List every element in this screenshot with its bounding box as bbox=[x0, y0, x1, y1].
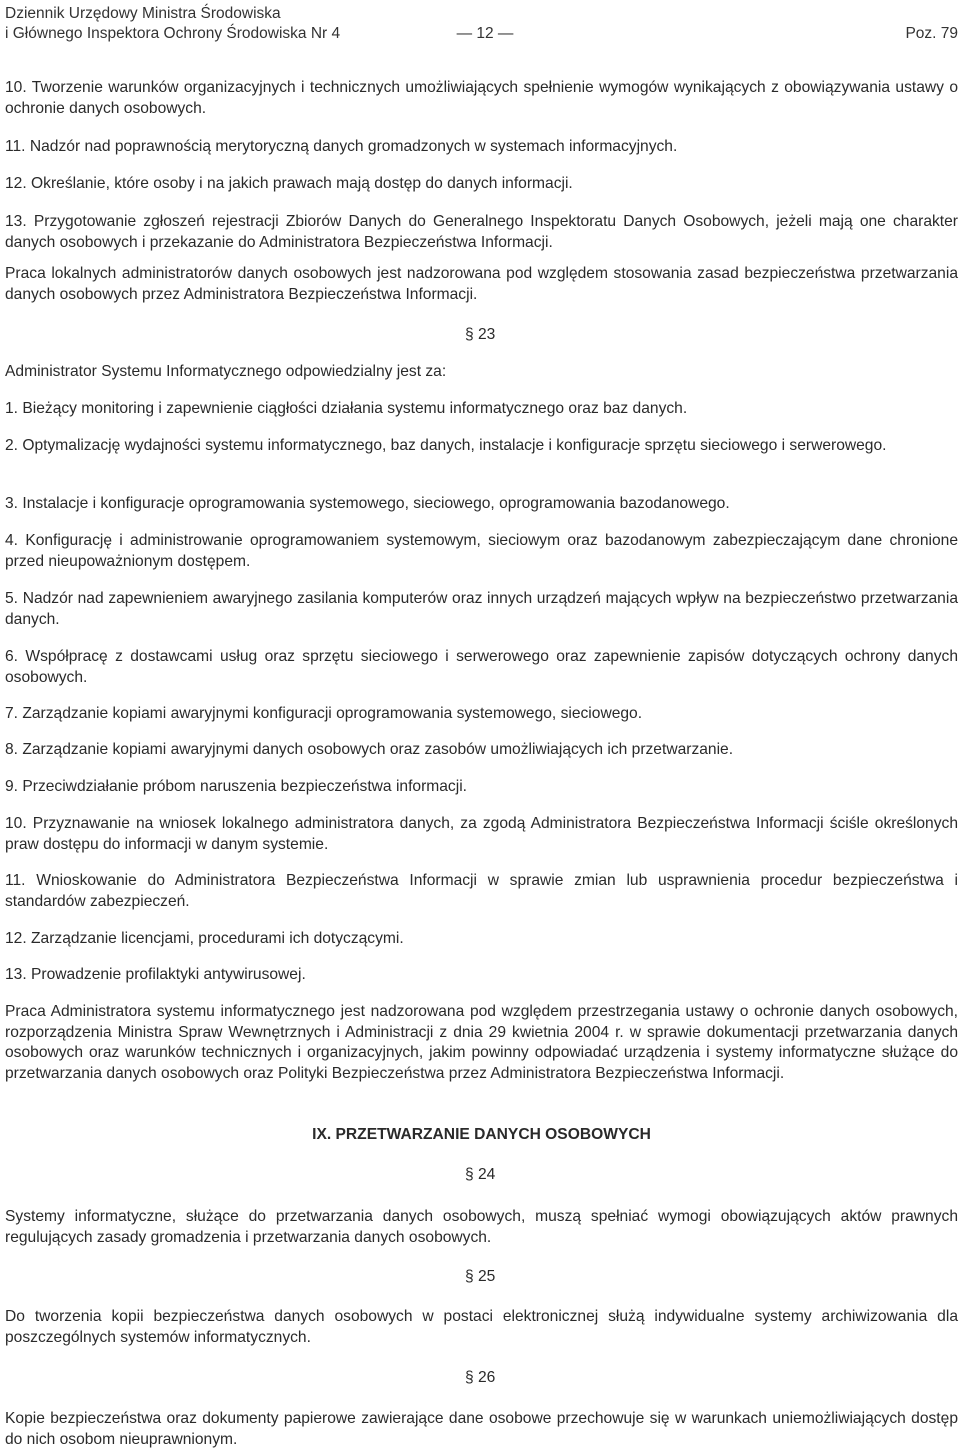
list-item bbox=[5, 871, 958, 912]
item-number: 13. bbox=[5, 966, 27, 983]
item-text: Wnioskowanie do Administratora Bezpieczeństwa Informacji w sprawie zmian lub usprawnienia procedur bezpieczeństwa i standardów zabezpieczeń. bbox=[5, 872, 959, 910]
list-item bbox=[5, 814, 958, 855]
list-item bbox=[5, 740, 958, 761]
item-number: 10. bbox=[5, 815, 27, 832]
paragraph-26: Kopie bezpieczeństwa oraz dokumenty papierowe zawierające dane osobowe przechowuje się w warunkach uniemożliwiających dostęp do nich osobom nieuprawnionym. bbox=[5, 1410, 958, 1448]
list-item bbox=[5, 174, 958, 195]
item-text: Określanie, które osoby i na jakich prawach mają dostęp do danych informacji. bbox=[31, 175, 573, 192]
list-item bbox=[5, 777, 958, 798]
section-26-heading: § 26 bbox=[465, 1369, 496, 1386]
item-text: Nadzór nad poprawnością merytoryczną danych gromadzonych w systemach informacyjnych. bbox=[29, 138, 678, 155]
item-number: 7. bbox=[5, 705, 19, 722]
item-number: 12. bbox=[5, 175, 27, 192]
document-page bbox=[5, 0, 959, 1448]
publication-title bbox=[5, 4, 340, 44]
section-24-heading: § 24 bbox=[465, 1166, 496, 1183]
item-text: Zarządzanie kopiami awaryjnymi konfiguracji oprogramowania systemowego, sieciowego. bbox=[22, 705, 643, 722]
page-number: — 12 — bbox=[456, 25, 514, 42]
item-text: Konfigurację i administrowanie oprogramowaniem systemowym, sieciowym oraz bazodanowym zabezpieczającym dane chronione przed nieupoważnionym dostępem. bbox=[5, 532, 958, 570]
item-number: 12. bbox=[5, 930, 27, 947]
item-text: Współpracę z dostawcami usług oraz sprzętu sieciowego i serwerowego oraz zapewnienie zapisów dotyczących ochrony danych osobowych. bbox=[5, 648, 958, 686]
list-item bbox=[5, 589, 958, 630]
item-text: Przygotowanie zgłoszeń rejestracji Zbiorów Danych do Generalnego Inspektoratu Danych Osobowych, jeżeli mają one charakter danych osobowych i przekazanie do Administratora Bezpieczeństwa Informacji. bbox=[5, 213, 958, 251]
list-item bbox=[5, 436, 958, 457]
item-number: 4. bbox=[5, 532, 19, 549]
section-23-intro: Administrator Systemu Informatycznego odpowiedzialny jest za: bbox=[5, 363, 447, 380]
list-item bbox=[5, 647, 958, 688]
item-number: 6. bbox=[5, 648, 19, 665]
list-item bbox=[5, 137, 958, 158]
paragraph-local-admins: Praca lokalnych administratorów danych osobowych jest nadzorowana pod względem stosowania zasad bezpieczeństwa przetwarzania danych osobowych przez Administratora Bezpieczeństwa Informacji. bbox=[5, 265, 958, 303]
section-25-heading: § 25 bbox=[465, 1268, 496, 1285]
item-number: 3. bbox=[5, 495, 19, 512]
list-item bbox=[5, 531, 958, 572]
item-text: Optymalizację wydajności systemu informatycznego, baz danych, instalacje i konfiguracje sprzętu sieciowego i serwerowego. bbox=[22, 437, 887, 454]
position-number: Poz. 79 bbox=[905, 25, 958, 42]
item-number: 9. bbox=[5, 778, 19, 795]
list-item bbox=[5, 78, 958, 119]
item-text: Tworzenie warunków organizacyjnych i technicznych umożliwiających spełnienie wymogów wynikających z obowiązywania ustawy o ochronie danych osobowych. bbox=[5, 79, 958, 117]
page-header bbox=[5, 0, 958, 44]
item-text: Przeciwdziałanie próbom naruszenia bezpieczeństwa informacji. bbox=[22, 778, 467, 795]
publication-line-2: i Głównego Inspektora Ochrony Środowiska Nr 4 bbox=[5, 25, 341, 42]
list-item bbox=[5, 399, 958, 420]
item-text: Nadzór nad zapewnieniem awaryjnego zasilania komputerów oraz innych urządzeń mających wpływ na bezpieczeństwo przetwarzania danych. bbox=[5, 590, 958, 628]
item-number: 13. bbox=[5, 213, 27, 230]
section-23-heading: § 23 bbox=[465, 326, 496, 343]
item-text: Zarządzanie kopiami awaryjnymi danych osobowych oraz zasobów umożliwiających ich przetwarzanie. bbox=[22, 741, 734, 758]
item-number: 11. bbox=[5, 872, 26, 889]
chapter-title: IX. PRZETWARZANIE DANYCH OSOBOWYCH bbox=[312, 1126, 651, 1143]
item-number: 5. bbox=[5, 590, 19, 607]
list-item bbox=[5, 929, 958, 950]
list-item bbox=[5, 704, 958, 725]
item-number: 8. bbox=[5, 741, 19, 758]
paragraph-25: Do tworzenia kopii bezpieczeństwa danych osobowych w postaci elektronicznej służą indywidualne systemy archiwizowania dla poszczególnych systemów informatycznych. bbox=[5, 1308, 958, 1346]
paragraph-sysadmin: Praca Administratora systemu informatycznego jest nadzorowana pod względem przestrzegania ustawy o ochronie danych osobowych, rozporządzenia Ministra Spraw Wewnętrznych i Administracji z dnia 29 kwietnia 2004 r. w sprawie dokumentacji przetwarzania danych osobowych oraz warunków technicznych i organizacyjnych, jakim powinny odpowiadać urządzenia i systemy informatyczne służące do przetwarzania danych osobowych oraz Polityki Bezpieczeństwa przez Administratora Bezpieczeństwa Informacji. bbox=[5, 1003, 958, 1082]
item-number: 1. bbox=[5, 400, 19, 417]
item-text: Bieżący monitoring i zapewnienie ciągłości działania systemu informatycznego oraz baz danych. bbox=[22, 400, 688, 417]
item-number: 10. bbox=[5, 79, 27, 96]
item-text: Instalacje i konfiguracje oprogramowania systemowego, sieciowego, oprogramowania bazodanowego. bbox=[22, 495, 730, 512]
item-number: 2. bbox=[5, 437, 19, 454]
item-text: Zarządzanie licencjami, procedurami ich dotyczącymi. bbox=[31, 930, 404, 947]
publication-line-1: Dziennik Urzędowy Ministra Środowiska bbox=[5, 5, 281, 22]
list-item bbox=[5, 965, 958, 986]
paragraph-24: Systemy informatyczne, służące do przetwarzania danych osobowych, muszą spełniać wymogi obowiązujących aktów prawnych regulujących zasady gromadzenia i przetwarzania danych osobowych. bbox=[5, 1208, 958, 1246]
item-text: Prowadzenie profilaktyki antywirusowej. bbox=[31, 966, 306, 983]
list-item bbox=[5, 212, 958, 253]
item-number: 11. bbox=[5, 138, 26, 155]
list-item bbox=[5, 494, 958, 515]
item-text: Przyznawanie na wniosek lokalnego administratora danych, za zgodą Administratora Bezpieczeństwa Informacji ściśle określonych praw dostępu do informacji w danym systemie. bbox=[5, 815, 958, 853]
